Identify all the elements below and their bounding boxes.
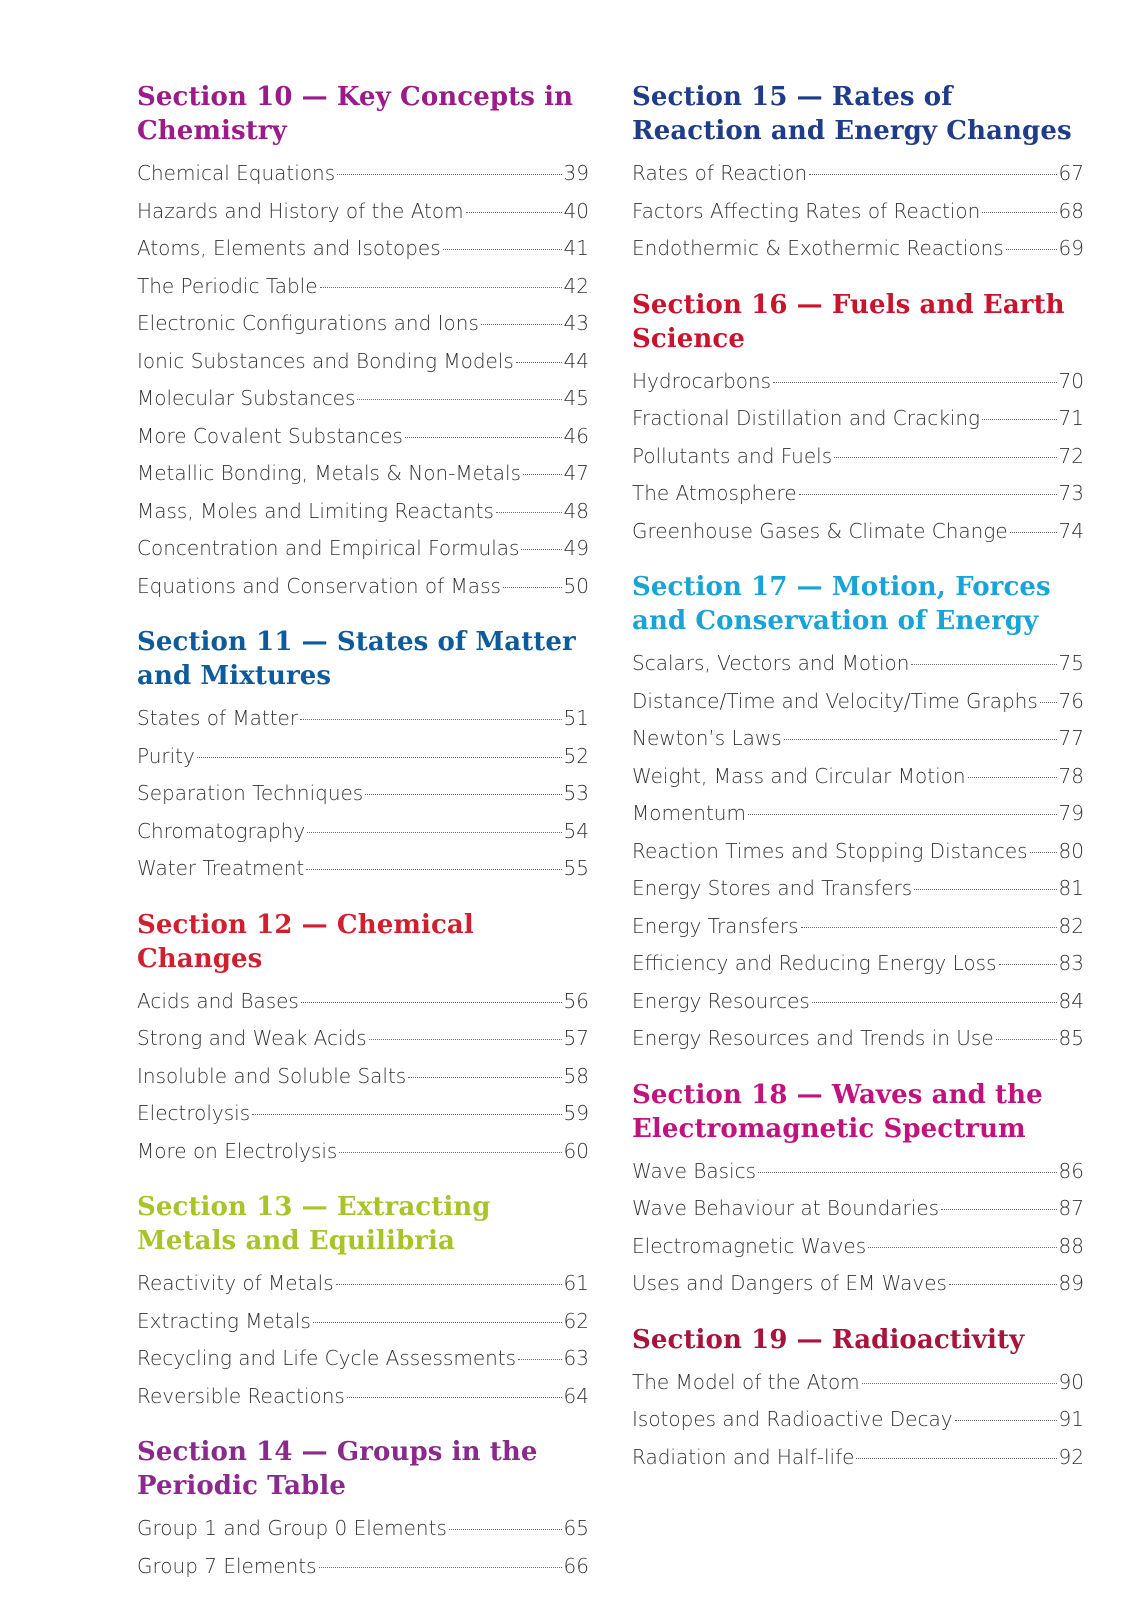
toc-entry[interactable] [137, 1133, 589, 1171]
toc-entry[interactable] [137, 1378, 589, 1416]
entry-title: Factors Affecting Rates of Reaction [632, 198, 981, 223]
page-number: 60 [563, 1138, 589, 1163]
entry-title: Energy Transfers [632, 913, 799, 938]
toc-entry[interactable] [632, 400, 1084, 438]
entry-title: More on Electrolysis [137, 1138, 338, 1163]
page-number: 47 [563, 461, 589, 485]
page-number: 82 [1058, 913, 1084, 938]
dot-leader [982, 212, 1056, 213]
page-number: 39 [563, 161, 589, 185]
toc-entry[interactable] [632, 683, 1084, 721]
toc-entry[interactable] [632, 908, 1084, 946]
page-number: 53 [563, 781, 589, 805]
page-number: 78 [1058, 763, 1084, 788]
dot-leader [408, 1077, 561, 1078]
dot-leader [911, 664, 1056, 665]
page-number: 75 [1058, 651, 1084, 675]
toc-entry[interactable] [137, 738, 589, 776]
toc-entry[interactable] [137, 230, 589, 268]
page-number: 71 [1058, 406, 1084, 430]
page-number: 51 [563, 706, 589, 730]
entry-title: Weight, Mass and Circular Motion [632, 763, 966, 788]
toc-entry[interactable] [632, 833, 1084, 871]
toc-entry[interactable] [632, 1439, 1084, 1477]
entry-title: Electronic Configurations and Ions [137, 311, 479, 335]
page-number: 83 [1058, 951, 1084, 975]
page-number: 62 [563, 1308, 589, 1333]
entry-title: Equations and Conservation of Mass [137, 573, 501, 598]
dot-leader [518, 1359, 561, 1360]
dot-leader [1006, 249, 1057, 250]
dot-leader [941, 1209, 1056, 1210]
page-number: 90 [1058, 1369, 1084, 1394]
dot-leader [799, 494, 1057, 495]
page-number: 46 [563, 423, 589, 448]
dot-leader [481, 324, 562, 325]
toc-entry[interactable] [632, 475, 1084, 513]
toc-section [137, 80, 589, 605]
entry-title: Concentration and Empirical Formulas [137, 536, 520, 560]
dot-leader [968, 777, 1057, 778]
dot-leader [955, 1420, 1057, 1421]
page-number: 43 [563, 311, 589, 335]
page-number: 79 [1058, 801, 1084, 825]
page-number: 87 [1058, 1196, 1084, 1220]
toc-entry[interactable] [137, 1020, 589, 1058]
toc-entry[interactable] [632, 193, 1084, 231]
toc-entry[interactable] [632, 155, 1084, 193]
entry-title: Purity [137, 743, 195, 768]
dot-leader [914, 889, 1056, 890]
toc-entry[interactable] [137, 1058, 589, 1096]
toc-entry[interactable] [137, 850, 589, 888]
section-title: Section 16 — Fuels and Earth Science [632, 289, 1065, 354]
entry-title: Efficiency and Reducing Energy Loss [632, 951, 997, 975]
page-number: 92 [1058, 1444, 1084, 1469]
dot-leader [449, 1529, 562, 1530]
dot-leader [319, 1567, 562, 1568]
dot-leader [336, 1284, 562, 1285]
toc-entry[interactable] [137, 155, 589, 193]
dot-leader [307, 832, 561, 833]
section-title: Section 11 — States of Matter and Mixtures [137, 627, 576, 691]
toc-entry[interactable] [137, 343, 589, 381]
toc-entry[interactable] [137, 530, 589, 568]
page-number: 86 [1058, 1158, 1084, 1183]
toc-entry[interactable] [632, 230, 1084, 268]
page-number: 57 [563, 1026, 589, 1050]
dot-leader [748, 814, 1057, 815]
dot-leader [357, 399, 561, 400]
entry-title: Energy Resources [632, 988, 810, 1013]
toc-section [137, 1435, 589, 1585]
toc-entry[interactable] [632, 1401, 1084, 1439]
toc-entry[interactable] [137, 305, 589, 343]
page-number: 42 [563, 273, 589, 298]
toc-entry[interactable] [632, 1153, 1084, 1191]
toc-entry[interactable] [137, 1340, 589, 1378]
toc-section [137, 1190, 589, 1415]
section-title: Section 15 — Rates of Reaction and Energy Changes [632, 82, 1072, 146]
page-number: 84 [1058, 988, 1084, 1013]
entry-title: Insoluble and Soluble Salts [137, 1063, 407, 1088]
dot-leader [809, 174, 1056, 175]
dot-leader [496, 512, 562, 513]
toc-entry[interactable] [137, 1265, 589, 1303]
dot-leader [1030, 852, 1057, 853]
toc-entry[interactable] [632, 1364, 1084, 1402]
dot-leader [466, 212, 562, 213]
page-number: 89 [1058, 1271, 1084, 1295]
entry-title: Separation Techniques [137, 781, 364, 805]
page-number: 70 [1058, 368, 1084, 393]
dot-leader [949, 1284, 1057, 1285]
entry-title: Electrolysis [137, 1101, 251, 1125]
page-number: 81 [1058, 876, 1084, 900]
toc-entry[interactable] [632, 870, 1084, 908]
entry-title: Electromagnetic Waves [632, 1233, 867, 1258]
page-number: 69 [1058, 236, 1084, 260]
entry-title: Strong and Weak Acids [137, 1026, 367, 1050]
dot-leader [1010, 532, 1057, 533]
toc-section [632, 1078, 1084, 1303]
dot-leader [301, 1002, 562, 1003]
page-number: 65 [563, 1516, 589, 1540]
toc-section [137, 625, 589, 888]
page-number: 91 [1058, 1407, 1084, 1431]
page-number: 58 [563, 1063, 589, 1088]
dot-leader [523, 474, 562, 475]
toc-entry[interactable] [632, 795, 1084, 833]
entry-title: The Model of the Atom [632, 1369, 860, 1394]
page-number: 55 [563, 856, 589, 880]
entry-title: Acids and Bases [137, 988, 299, 1013]
toc-entry[interactable] [137, 455, 589, 493]
dot-leader [306, 869, 561, 870]
entry-title: Molecular Substances [137, 386, 356, 410]
entry-title: Distance/Time and Velocity/Time Graphs [632, 688, 1038, 713]
page-number: 40 [563, 198, 589, 223]
entry-title: Uses and Dangers of EM Waves [632, 1271, 947, 1295]
toc-entry[interactable] [632, 1228, 1084, 1266]
dot-leader [999, 964, 1057, 965]
section-title: Section 19 — Radioactivity [632, 1324, 1025, 1355]
dot-leader [784, 739, 1057, 740]
toc-entry[interactable] [632, 1190, 1084, 1228]
toc-entry[interactable] [632, 513, 1084, 551]
dot-leader [862, 1383, 1057, 1384]
entry-title: Isotopes and Radioactive Decay [632, 1407, 953, 1431]
toc-entry[interactable] [632, 438, 1084, 476]
dot-leader [365, 794, 561, 795]
page-number: 45 [563, 386, 589, 410]
entry-title: Group 7 Elements [137, 1553, 317, 1578]
dot-leader [1040, 702, 1057, 703]
entry-title: Energy Stores and Transfers [632, 876, 913, 900]
page-number: 73 [1058, 481, 1084, 505]
toc-column-right [632, 80, 1084, 1496]
dot-leader [369, 1039, 562, 1040]
entry-title: Water Treatment [137, 856, 305, 880]
section-title: Section 10 — Key Concepts in Chemistry [137, 82, 574, 146]
entry-title: Hazards and History of the Atom [137, 198, 464, 223]
toc-entry[interactable] [632, 1020, 1084, 1058]
page-number: 68 [1058, 198, 1084, 223]
entry-title: Wave Basics [632, 1158, 756, 1183]
entry-title: Chemical Equations [137, 161, 336, 185]
toc-entry[interactable] [137, 775, 589, 813]
toc-section [632, 80, 1084, 268]
toc-entry[interactable] [137, 700, 589, 738]
toc-entry[interactable] [137, 1510, 589, 1548]
toc-column-left [137, 80, 589, 1605]
page-number: 64 [563, 1383, 589, 1408]
toc-entry[interactable] [137, 193, 589, 231]
page-number: 56 [563, 988, 589, 1013]
toc-entry[interactable] [632, 1265, 1084, 1303]
page-number: 76 [1058, 688, 1084, 713]
entry-title: Metallic Bonding, Metals & Non-Metals [137, 461, 522, 485]
dot-leader [834, 457, 1056, 458]
entry-title: Atoms, Elements and Isotopes [137, 236, 441, 260]
dot-leader [197, 757, 562, 758]
dot-leader [300, 719, 561, 720]
toc-entry[interactable] [137, 493, 589, 531]
page-number: 67 [1058, 161, 1084, 185]
toc-section [137, 908, 589, 1171]
dot-leader [339, 1152, 561, 1153]
entry-title: Newton’s Laws [632, 726, 782, 750]
page-number: 88 [1058, 1233, 1084, 1258]
entry-title: Ionic Substances and Bonding Models [137, 348, 514, 373]
entry-title: Pollutants and Fuels [632, 443, 833, 468]
toc-entry[interactable] [632, 945, 1084, 983]
entry-title: Radiation and Half-life [632, 1444, 855, 1469]
toc-entry[interactable] [632, 645, 1084, 683]
page-number: 49 [563, 536, 589, 560]
dot-leader [996, 1039, 1057, 1040]
entry-title: Mass, Moles and Limiting Reactants [137, 498, 494, 523]
page-number: 61 [563, 1271, 589, 1295]
dot-leader [982, 419, 1056, 420]
page-number: 41 [563, 236, 589, 260]
dot-leader [337, 174, 561, 175]
dot-leader [516, 362, 562, 363]
entry-title: Reaction Times and Stopping Distances [632, 838, 1028, 863]
toc-entry[interactable] [632, 983, 1084, 1021]
entry-title: Greenhouse Gases & Climate Change [632, 518, 1008, 543]
dot-leader [443, 249, 562, 250]
dot-leader [320, 287, 562, 288]
dot-leader [313, 1322, 562, 1323]
page-number: 66 [563, 1553, 589, 1578]
toc-entry[interactable] [137, 268, 589, 306]
dot-leader [812, 1002, 1057, 1003]
page-number: 77 [1058, 726, 1084, 750]
toc-section [632, 570, 1084, 1058]
dot-leader [801, 927, 1057, 928]
dot-leader [856, 1458, 1056, 1459]
toc-entry[interactable] [137, 418, 589, 456]
entry-title: Recycling and Life Cycle Assessments [137, 1346, 517, 1370]
entry-title: More Covalent Substances [137, 423, 403, 448]
entry-title: Wave Behaviour at Boundaries [632, 1196, 940, 1220]
page-number: 44 [563, 348, 589, 373]
entry-title: Reactivity of Metals [137, 1271, 334, 1295]
toc-entry[interactable] [137, 1095, 589, 1133]
toc-entry[interactable] [632, 363, 1084, 401]
page-number: 85 [1058, 1026, 1084, 1050]
page-number: 63 [563, 1346, 589, 1370]
dot-leader [347, 1397, 562, 1398]
page-number: 80 [1058, 838, 1084, 863]
dot-leader [868, 1247, 1056, 1248]
dot-leader [773, 382, 1056, 383]
page-number: 54 [563, 818, 589, 843]
toc-entry[interactable] [632, 758, 1084, 796]
section-title: Section 12 — Chemical Changes [137, 909, 474, 974]
section-title: Section 18 — Waves and the Electromagnetic Spectrum [632, 1079, 1043, 1144]
dot-leader [758, 1172, 1057, 1173]
entry-title: The Atmosphere [632, 481, 797, 505]
entry-title: Group 1 and Group 0 Elements [137, 1516, 447, 1540]
entry-title: Hydrocarbons [632, 368, 772, 393]
toc-entry[interactable] [137, 380, 589, 418]
entry-title: Fractional Distillation and Cracking [632, 406, 981, 430]
section-title: Section 17 — Motion, Forces and Conservation of Energy [632, 572, 1051, 636]
entry-title: Energy Resources and Trends in Use [632, 1026, 994, 1050]
entry-title: Extracting Metals [137, 1308, 311, 1333]
entry-title: Endothermic & Exothermic Reactions [632, 236, 1004, 260]
entry-title: The Periodic Table [137, 273, 318, 298]
dot-leader [405, 437, 562, 438]
page-number: 52 [563, 743, 589, 768]
toc-section [632, 288, 1084, 551]
toc-entry[interactable] [137, 813, 589, 851]
entry-title: Momentum [632, 801, 746, 825]
section-title: Section 13 — Extracting Metals and Equilibria [137, 1192, 491, 1256]
page-number: 72 [1058, 443, 1084, 468]
page-number: 48 [563, 498, 589, 523]
entry-title: Chromatography [137, 818, 306, 843]
entry-title: Reversible Reactions [137, 1383, 345, 1408]
toc-entry[interactable] [137, 983, 589, 1021]
dot-leader [521, 549, 561, 550]
dot-leader [252, 1114, 561, 1115]
toc-entry[interactable] [632, 720, 1084, 758]
section-title: Section 14 — Groups in the Periodic Table [137, 1437, 538, 1501]
toc-entry[interactable] [137, 1548, 589, 1586]
toc-entry[interactable] [137, 1303, 589, 1341]
toc-entry[interactable] [137, 568, 589, 606]
page-number: 50 [563, 573, 589, 598]
page-number: 59 [563, 1101, 589, 1125]
entry-title: Scalars, Vectors and Motion [632, 651, 910, 675]
dot-leader [503, 587, 562, 588]
entry-title: Rates of Reaction [632, 161, 808, 185]
page-number: 74 [1058, 518, 1084, 543]
toc-section [632, 1323, 1084, 1477]
entry-title: States of Matter [137, 706, 299, 730]
